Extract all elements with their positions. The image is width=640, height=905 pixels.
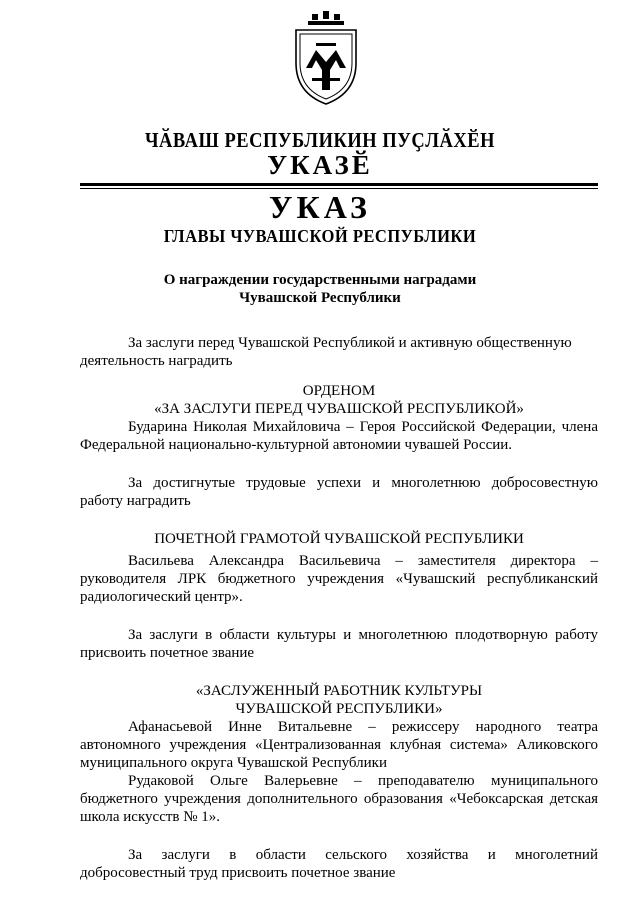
recipient-afanasieva: Афанасьевой Инне Витальевне – режиссеру народного театра автономного учреждения «Централизованная клубная система» Аликовского муниципального округа Чувашской Республики <box>80 719 598 771</box>
order-name: «ЗА ЗАСЛУГИ ПЕРЕД ЧУВАШСКОЙ РЕСПУБЛИКОЙ» <box>154 401 524 417</box>
chuvash-ukaze-title: УКАЗӖ <box>267 150 373 180</box>
ukaz-title: УКАЗ <box>269 189 371 225</box>
honorary-title-line-1: «ЗАСЛУЖЕННЫЙ РАБОТНИК КУЛЬТУРЫ <box>195 683 483 699</box>
recipient-rudakova: Рудаковой Ольге Валерьевне – преподавателю муниципального бюджетного учреждения дополнительного образования «Чебоксарская детская школа искусств № 1». <box>80 773 598 825</box>
subject-line-1: О награждении государственными наградами <box>163 272 477 288</box>
subject-line-2: Чувашской Республики <box>239 290 401 306</box>
chuvash-header-title: ЧӐВАШ РЕСПУБЛИКИН ПУҪЛӐХӖН <box>144 128 496 152</box>
order-recipient: Бударина Николая Михайловича – Героя Российской Федерации, члена Федеральной национально-культурной автономии чувашей России. <box>80 419 598 453</box>
paragraph-merits-line-2: деятельность наградить <box>80 353 233 369</box>
glava-subtitle: ГЛАВЫ ЧУВАШСКОЙ РЕСПУБЛИКИ <box>163 226 477 246</box>
decree-body <box>80 334 598 882</box>
gramota-recipient: Васильева Александра Васильевича – заместителя директора – руководителя ЛРК бюджетного учреждения «Чувашский республиканский радиологический центр». <box>80 553 598 605</box>
paragraph-labor: За достигнутые трудовые успехи и многолетнюю добросовестную работу наградить <box>80 475 598 509</box>
chuvash-coat-of-arms-emblem <box>286 8 366 108</box>
paragraph-culture: За заслуги в области культуры и многолетнюю плодотворную работу присвоить почетное звание <box>80 627 598 661</box>
order-heading: ОРДЕНОМ <box>302 383 376 399</box>
gramota-heading: ПОЧЕТНОЙ ГРАМОТОЙ ЧУВАШСКОЙ РЕСПУБЛИКИ <box>154 531 524 547</box>
header-divider-thick <box>80 183 598 186</box>
honorary-title-line-2: ЧУВАШСКОЙ РЕСПУБЛИКИ» <box>235 701 443 717</box>
paragraph-agriculture: За заслуги в области сельского хозяйства и многолетний добросовестный труд присвоить почетное звание <box>80 847 598 881</box>
paragraph-merits-line-1: За заслуги перед Чувашской Республикой и активную общественную <box>128 335 572 351</box>
decree-subject <box>0 271 640 307</box>
